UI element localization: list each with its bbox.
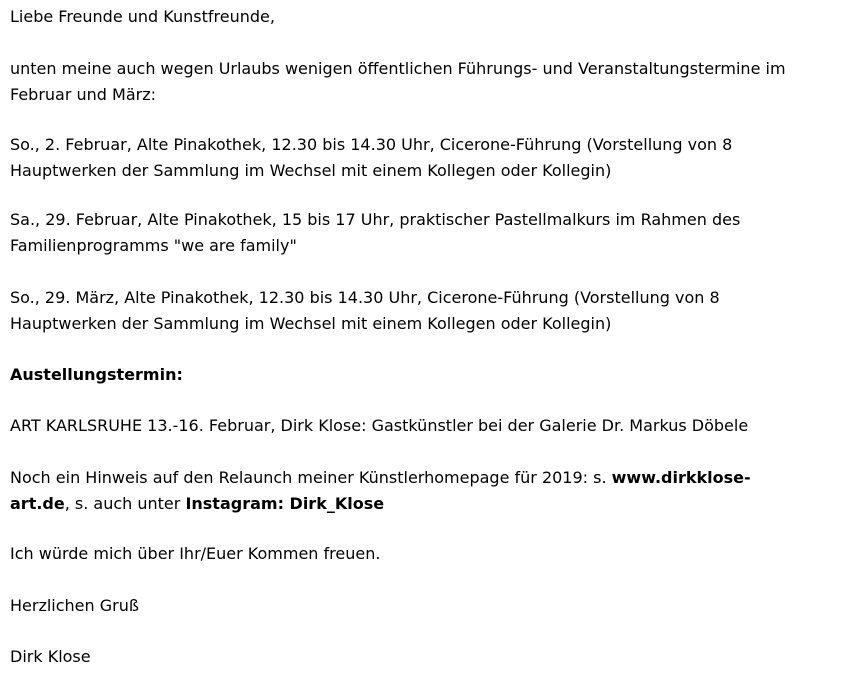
- relaunch-text-2: , s. auch unter: [64, 494, 186, 513]
- exhibition-heading: Austellungstermin:: [10, 365, 183, 384]
- event-1-line-2: Hauptwerken der Sammlung im Wechsel mit einem Kollegen oder Kollegin): [10, 161, 612, 180]
- website-link-part-2[interactable]: art.de: [10, 494, 65, 513]
- event-2-line-1: Sa., 29. Februar, Alte Pinakothek, 15 bis 17 Uhr, praktischer Pastellmalkurs im Rahmen des: [10, 210, 741, 229]
- intro-paragraph: [10, 56, 840, 108]
- event-2-line-2: Familienprogramms "we are family": [10, 236, 297, 255]
- greeting: Liebe Freunde und Kunstfreunde,: [10, 7, 275, 26]
- signature: Dirk Klose: [10, 647, 91, 666]
- instagram-handle: Instagram: Dirk_Klose: [185, 494, 385, 513]
- event-3: [10, 285, 840, 337]
- relaunch-paragraph: [10, 465, 840, 517]
- invitation: Ich würde mich über Ihr/Euer Kommen freuen.: [10, 544, 381, 563]
- relaunch-line-2: [10, 491, 840, 517]
- closing: Herzlichen Gruß: [10, 596, 139, 615]
- relaunch-text: Noch ein Hinweis auf den Relaunch meiner Künstlerhomepage für 2019: s.: [10, 468, 612, 487]
- intro-line-1: unten meine auch wegen Urlaubs wenigen öffentlichen Führungs- und Veranstaltungstermine im: [10, 59, 786, 78]
- event-3-line-1: So., 29. März, Alte Pinakothek, 12.30 bis 14.30 Uhr, Cicerone-Führung (Vorstellung von 8: [10, 288, 720, 307]
- website-link-part-1[interactable]: www.dirkklose-: [611, 468, 751, 487]
- relaunch-line-1: [10, 465, 840, 491]
- event-1: [10, 132, 840, 184]
- intro-line-2: Februar und März:: [10, 85, 157, 104]
- exhibition-text: ART KARLSRUHE 13.-16. Februar, Dirk Klose: Gastkünstler bei der Galerie Dr. Markus Döbele: [10, 416, 749, 435]
- event-1-line-1: So., 2. Februar, Alte Pinakothek, 12.30 bis 14.30 Uhr, Cicerone-Führung (Vorstellung von 8: [10, 135, 733, 154]
- event-2: [10, 207, 840, 259]
- event-3-line-2: Hauptwerken der Sammlung im Wechsel mit einem Kollegen oder Kollegin): [10, 314, 612, 333]
